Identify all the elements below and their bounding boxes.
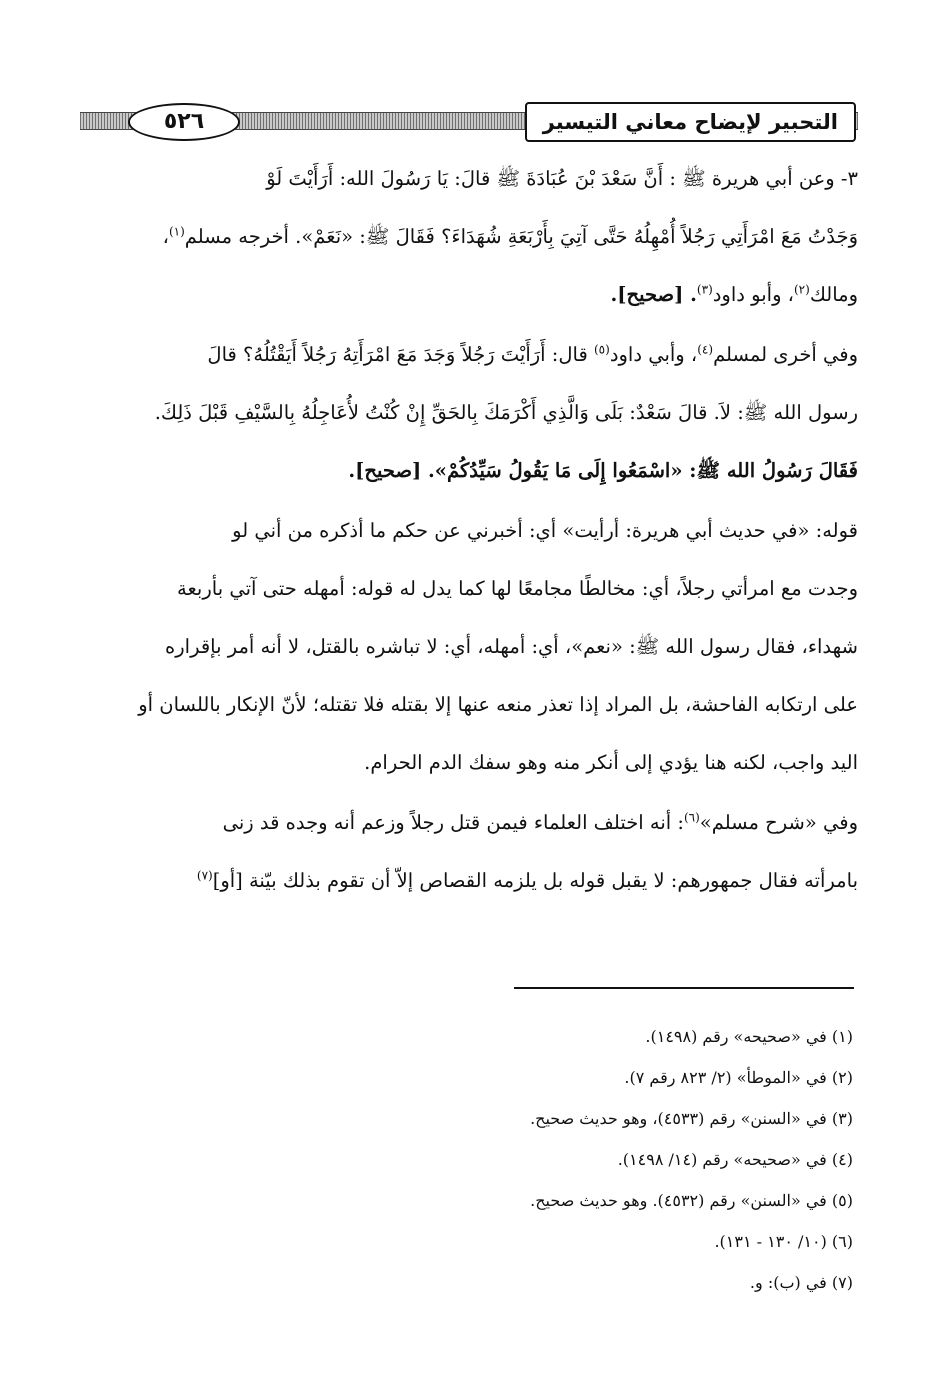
text-span: ، [162, 225, 169, 248]
text-line [84, 266, 858, 324]
footnote-3: (٣) في «السنن» رقم (٤٥٣٣)، وهو حديث صحيح. [530, 1109, 853, 1128]
footnote-separator [514, 987, 854, 989]
text-line [84, 208, 858, 266]
text-span: : أنه اختلف العلماء فيمن قتل رجلاً وزعم أنه وجده قد زنى [222, 811, 684, 834]
footnote-ref-7[interactable]: (٧) [196, 868, 213, 883]
footnote-6: (٦) (١٠/ ١٣٠ - ١٣١). [714, 1232, 853, 1251]
text-line: وجدت مع امرأتي رجلاً، أي: مخالطًا مجامعًا لها كما يدل له قوله: أمهله حتى آتي بأربعة [177, 577, 858, 600]
text-span: ، وأبي داود [609, 343, 698, 366]
page-number: ٥٢٦ [128, 103, 240, 141]
sharh-muslim-paragraph [84, 794, 858, 910]
variant-narration-paragraph [84, 326, 858, 500]
book-title: التحبير لإيضاح معاني التيسير [525, 102, 856, 142]
footnote-ref-3[interactable]: (٣) [696, 282, 713, 297]
text-line [84, 794, 858, 852]
grading-label: . [صحيح]. [610, 283, 697, 306]
footnote-1: (١) في «صحيحه» رقم (١٤٩٨). [645, 1027, 853, 1046]
footnote-ref-1[interactable]: (١) [168, 224, 185, 239]
text-line: قوله: «في حديث أبي هريرة: أرأيت» أي: أخبرني عن حكم ما أذكره من أني لو [232, 519, 858, 542]
text-line: ٣- وعن أبي هريرة ﷺ : أَنَّ سَعْدَ بْنَ عُبَادَةَ ﷺ قالَ: يَا رَسُولَ الله: أَرَأَيْتَ لَوْ [266, 167, 858, 190]
text-span: قال: أَرَأَيْتَ رَجُلاً وَجَدَ مَعَ امْرَأَتِهُ رَجُلاً أَيَقْتُلُهُ؟ قالَ [207, 343, 594, 366]
text-span: بامرأته فقال جمهورهم: لا يقبل قوله بل يلزمه القصاص إلاّ أن تقوم بذلك بيّنة [أو] [212, 869, 858, 892]
footnotes-list [153, 1016, 853, 1303]
footnote-ref-6[interactable]: (٦) [683, 810, 700, 825]
footnote-ref-4[interactable]: (٤) [697, 342, 714, 357]
text-span: ، وأبو داود [712, 283, 794, 306]
footnote-5: (٥) في «السنن» رقم (٤٥٣٢). وهو حديث صحيح. [530, 1191, 853, 1210]
text-line: شهداء، فقال رسول الله ﷺ: «نعم»، أي: أمهله، أي: لا تباشره بالقتل، لا أنه أمر بإقراره [165, 635, 858, 658]
footnote-2: (٢) في «الموطأ» (٢/ ٨٢٣ رقم ٧). [624, 1068, 853, 1087]
footnote-4: (٤) في «صحيحه» رقم (١٤/ ١٤٩٨). [617, 1150, 853, 1169]
text-line: رسول الله ﷺ: لاَ. قالَ سَعْدٌ: بَلَى وَالَّذِي أَكْرَمَكَ بِالحَقِّ إِنْ كُنْتُ لأُعَاجِلُهُ بِالسَّيْفِ قَبْلَ ذَلِكَ. [154, 401, 858, 424]
footnote-7: (٧) في (ب): و. [749, 1273, 853, 1292]
running-header [80, 100, 858, 146]
text-span: وَجَدْتُ مَعَ امْرَأَتِي رَجُلاً أُمْهِلُهُ حَتَّى آتِيَ بِأَرْبَعَةِ شُهَدَاءَ؟ فَقَالَ ﷺ: «نَعَمْ». أخرجه مسلم [184, 225, 858, 248]
commentary-paragraph [84, 502, 858, 792]
footnote-ref-2[interactable]: (٢) [793, 282, 810, 297]
main-text [84, 150, 858, 910]
text-line: على ارتكابه الفاحشة، بل المراد إذا تعذر منعه عنها إلا بقتله فلا تقتله؛ لأنّ الإنكار باللسان أو [138, 693, 858, 716]
text-line: اليد واجب، لكنه هنا يؤدي إلى أنكر منه وهو سفك الدم الحرام. [364, 751, 858, 774]
text-line [84, 852, 858, 910]
hadith-paragraph-3 [84, 150, 858, 324]
text-span: ومالك [809, 283, 858, 306]
text-line: فَقَالَ رَسُولُ الله ﷺ: «اسْمَعُوا إِلَى مَا يَقُولُ سَيِّدُكُمْ». [صحيح]. [348, 459, 858, 482]
text-span: وفي أخرى لمسلم [713, 343, 858, 366]
text-line [84, 326, 858, 384]
footnote-ref-5[interactable]: (٥) [593, 342, 610, 357]
text-span: وفي «شرح مسلم» [699, 811, 858, 834]
